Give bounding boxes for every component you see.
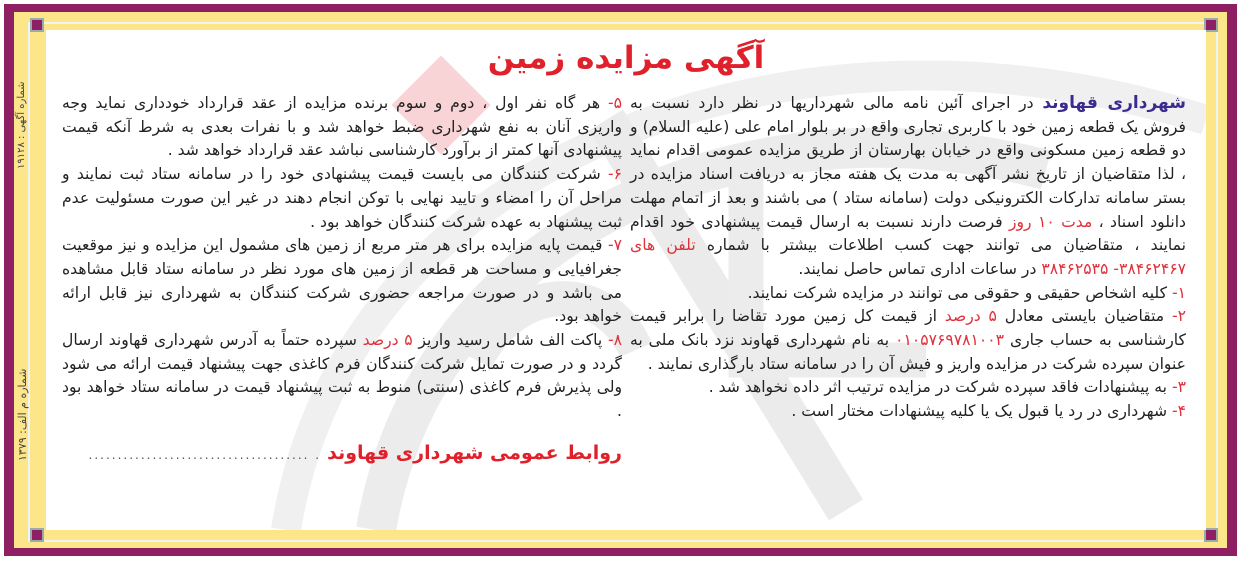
corner-decoration xyxy=(30,18,44,32)
item-5 xyxy=(62,92,622,163)
left-column xyxy=(62,92,622,468)
deadline-highlight: مدت ۱۰ روز xyxy=(1009,212,1093,231)
signature: روابط عمومی شهرداری قهاوند xyxy=(327,441,622,464)
item-text: کلیه اشخاص حقیقی و حقوقی می توانند در مزایده شرکت نمایند. xyxy=(747,283,1168,302)
item-7 xyxy=(62,234,622,329)
corner-decoration xyxy=(30,528,44,542)
item-6 xyxy=(62,163,622,234)
item-text: پاکت الف شامل رسید واریز xyxy=(412,331,603,350)
item-text: شرکت کنندگان می بایست قیمت پیشنهادی خود را در سامانه ستاد ثبت نمایند و مراحل آن را امضاء و تایید نهایی با توکن انجام دهند در غیر این صورت مسئولیت عدم ثبت پیشنهاد به عهده شرکت کنندگان خواهد بود . xyxy=(62,165,622,231)
item-number: ۲- xyxy=(1164,307,1186,326)
item-number: ۴- xyxy=(1167,402,1186,421)
item-text: از قیمت کل زمین مورد تقاضا را برابر قیمت کارشناسی به حساب جاری xyxy=(630,307,1186,350)
corner-decoration xyxy=(1204,18,1218,32)
signature-dots: . ...................................... xyxy=(88,447,322,462)
item-number: ۱- xyxy=(1167,283,1186,302)
deposit-percent: ۵ درصد xyxy=(944,307,997,326)
intro-text: فرصت دارند نسبت به ارسال قیمت پیشنهادی خود اقدام نمایند ، متقاضیان می توانند جهت کسب اطلاعات بیشتر با شماره xyxy=(630,212,1186,255)
item-4 xyxy=(630,400,1186,424)
item-2 xyxy=(630,305,1186,376)
corner-decoration xyxy=(1204,528,1218,542)
item-text: شهرداری در رد یا قبول یک یا کلیه پیشنهادات مختار است . xyxy=(791,402,1168,421)
ad-number-label: شماره آگهی : ۱۹۱۲۸ xyxy=(16,81,27,169)
municipality-name: شهرداری قهاوند xyxy=(1042,93,1186,113)
intro-paragraph xyxy=(630,92,1186,282)
phone-numbers: تلفن های ۳۸۴۶۲۴۶۷- ۳۸۴۶۲۵۳۵ xyxy=(630,236,1186,278)
item-8 xyxy=(62,329,622,424)
account-number: ۰۱۰۵۷۶۹۷۸۱۰۰۳ xyxy=(895,331,1004,350)
item-number: ۷- xyxy=(602,236,622,255)
item-text: به نام شهرداری قهاوند نزد بانک ملی به عنوان سپرده شرکت در مزایده واریز و فیش آن را در سامانه ستاد بارگذاری نمایند . xyxy=(630,331,1186,373)
item-number: ۸- xyxy=(602,331,623,350)
item-1 xyxy=(630,282,1186,306)
intro-text: در اجرای آئین نامه مالی شهرداریها در نظر دارد نسبت به فروش یک قطعه زمین خود با کاربری تجاری واقع در بر بلوار امام علی (علیه السلام) و دو قطعه زمین مسکونی واقع در خیابان بهارستان از طریق مزایده عمومی اقدام نماید ، لذا متقاضیان از تاریخ نشر آگهی به مدت یک هفته مجاز به دریافت اسناد مزایده در بستر سامانه تدارکات الکترونیکی دولت (سامانه ستاد ) می باشند و بعد از اتمام مهلت دانلود اسناد ، xyxy=(630,94,1186,231)
item-number: ۶- xyxy=(600,165,622,184)
ad-title: آگهی مزایده زمین xyxy=(487,40,765,76)
intro-text: در ساعات اداری تماس حاصل نمایند. xyxy=(798,259,1042,278)
mim-alef-label: شماره م الف: ۱۳۷۹ xyxy=(16,368,29,462)
ad-content xyxy=(46,30,1206,530)
item-text: هر گاه نفر اول ، دوم و سوم برنده مزایده از عقد قرارداد خودداری نماید وجه واریزی آنان به نفع شهرداری ضبط خواهد شد و با نفرات بعدی به شرط آنکه قیمت پیشنهادی آنها کمتر از برآورد کارشناسی نباشد عقد قرارداد خواهد شد . xyxy=(62,94,622,160)
right-column xyxy=(630,92,1186,424)
signature-line xyxy=(62,442,622,468)
item-number: ۵- xyxy=(600,94,622,112)
item-text: سپرده حتماً به آدرس شهرداری قهاوند ارسال گردد و در صورت تمایل شرکت کنندگان فرم کاغذی جهت پیشنهاد قیمت ارائه می شود ولی پذیرش فرم کاغذی (سنتی) منوط به ثبت پیشنهاد قیمت در سامانه ستاد خواهد بود . xyxy=(62,331,622,421)
item-number: ۳- xyxy=(1167,378,1186,397)
deposit-percent: ۵ درصد xyxy=(362,331,413,350)
item-text: به پیشنهادات فاقد سپرده شرکت در مزایده ترتیب اثر داده نخواهد شد . xyxy=(708,378,1168,397)
item-3 xyxy=(630,376,1186,400)
item-text: متقاضیان بایستی معادل xyxy=(996,307,1165,326)
item-text: قیمت پایه مزایده برای هر متر مربع از زمین های مشمول این مزایده و نیز موقعیت جغرافیایی و مساحت هر قطعه از زمین های مورد نظر در سامانه ستاد قابل مشاهده می باشد و در صورت مراجعه حضوری شرکت کنندگان به شهرداری نیز قابل ارائه خواهد بود. xyxy=(62,236,622,326)
